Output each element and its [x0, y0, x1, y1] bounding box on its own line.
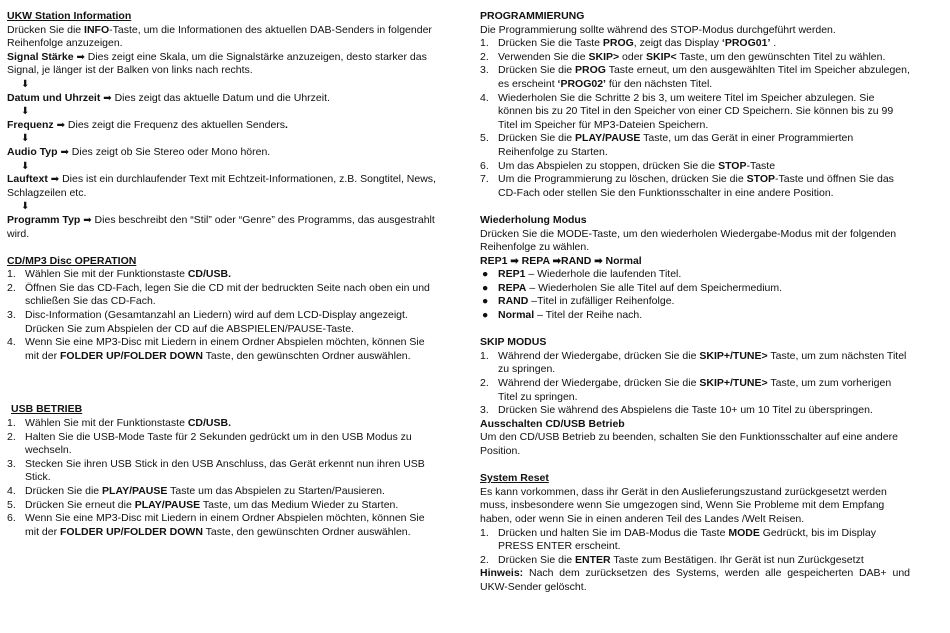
right-arrow-icon: ➡ — [552, 255, 561, 267]
list-item: 6. Um das Abspielen zu stoppen, drücken Sie die STOP-Taste — [480, 159, 776, 172]
repeat-title: Wiederholung Modus — [480, 213, 587, 226]
right-arrow-icon: ➡ — [510, 255, 519, 267]
bullet-icon: ● — [482, 295, 489, 308]
list-item: 6. Wenn Sie eine MP3-Disc mit Liedern in einem Ordner Abspielen möchten, können Sie mit der FOLDER UP/FOLDER DOWN Taste, den gewünschten Ordner auswählen. — [7, 512, 425, 538]
reset-title: System Reset — [480, 472, 549, 485]
list-item: 2. Verwenden Sie die SKIP> oder SKIP< Taste, um den gewünschten Titel zu wählen. — [480, 50, 886, 63]
list-item: 1. Drücken und halten Sie im DAB-Modus die Taste MODE Gedrückt, bis im Display PRESS ENTER erscheint. — [480, 526, 876, 553]
reset-steps — [480, 527, 910, 568]
off-title: Ausschalten CD/USB Betrieb — [480, 417, 625, 430]
down-arrow-icon: ⬇ — [21, 133, 30, 145]
list-item: ● REP1 – Wiederhole die laufenden Titel. — [482, 268, 682, 281]
list-item: 4. Drücken Sie die PLAY/PAUSE Taste um das Abspielen zu Starten/Pausieren. — [7, 485, 385, 497]
list-item: 5. Drücken Sie die PLAY/PAUSE Taste, um das Gerät in einer Programmierten Reihenfolge zu Starten. — [480, 132, 854, 158]
ukw-item-frequenz: Frequenz ➡ Dies zeigt die Frequenz des aktuellen Senders. — [7, 118, 288, 131]
prog-title: PROGRAMMIERUNG — [480, 10, 585, 22]
usb-title: USB BETRIEB — [11, 403, 83, 416]
bullet-icon: ● — [482, 309, 489, 322]
down-arrow-icon: ⬇ — [21, 160, 30, 172]
ukw-title: UKW Station Information — [7, 10, 132, 22]
down-arrow-icon: ⬇ — [21, 106, 30, 118]
right-arrow-icon: ➡ — [50, 174, 60, 186]
list-item: 7. Um die Programmierung zu löschen, drücken Sie die STOP-Taste und öffnen Sie das CD-Fach oder stellen Sie den Funktionsschalter in eine andere Position. — [480, 173, 894, 199]
bullet-icon: ● — [482, 268, 489, 281]
list-item: 4. Wenn Sie eine MP3-Disc mit Liedern in einem Ordner Abspielen möchten, können Sie mit der FOLDER UP/FOLDER DOWN Taste, den gewünschten Ordner auswählen. — [7, 336, 425, 362]
ukw-item-datum: Datum und Uhrzeit ➡ Dies zeigt das aktuelle Datum und die Uhrzeit. — [7, 91, 330, 104]
list-item: 1. Drücken Sie die Taste PROG, zeigt das Display ‘PROG01’ . — [480, 37, 777, 50]
usb-steps — [7, 417, 437, 539]
list-item: 2. Halten Sie die USB-Mode Taste für 2 Sekunden gedrückt um in den USB Modus zu wechseln. — [7, 430, 412, 457]
list-item: 2. Während der Wiedergabe, drücken Sie die SKIP+/TUNE> Taste, um zum vorherigen Titel zu springen. — [480, 377, 892, 403]
list-item: 4. Wiederholen Sie die Schritte 2 bis 3, um weitere Titel im Speicher abzulegen. Sie können bis zu 20 Titel in den Speicher von einer CD Speichern. Sie können bis zu 99 Titel im Speicher für MP3-Dateien Speichern. — [480, 91, 894, 131]
down-arrow-icon: ⬇ — [21, 201, 30, 213]
list-item: 3. Stecken Sie ihren USB Stick in den USB Anschluss, das Gerät erkennt nun ihren USB Stick. — [7, 457, 425, 484]
repeat-bullets — [480, 268, 910, 322]
cd-steps — [7, 268, 437, 363]
ukw-item-signal: Signal Stärke ➡ Dies zeigt eine Skala, um die Signalstärke anzuzeigen, desto starker das Signal, je länger ist der Balken von links nach rechts. — [7, 50, 427, 77]
spacer — [7, 241, 437, 255]
ukw-item-audio: Audio Typ ➡ Dies zeigt ob Sie Stereo oder Mono hören. — [7, 145, 271, 158]
right-arrow-icon: ➡ — [60, 146, 69, 158]
list-item: ● REPA – Wiederholen Sie alle Titel auf dem Speichermedium. — [482, 281, 783, 294]
right-column — [480, 10, 910, 595]
reset-intro: Es kann vorkommen, dass ihr Gerät in den Auslieferungszustand zurückgesetzt werden muss, insbesondere wenn Sie umgezogen sind, Wenn Sie Probleme mit dem Empfang haben, oder wenn Sie in einen anderen Teil des Landes /Welt Reisen. — [480, 485, 887, 525]
off-text: Um den CD/USB Betrieb zu beenden, schalten Sie den Funktionsschalter auf eine andere Position. — [480, 431, 898, 457]
list-item: 1. Wählen Sie mit der Funktionstaste CD/USB. — [7, 417, 231, 430]
bullet-icon: ● — [482, 281, 489, 294]
prog-intro: Die Programmierung sollte während des STOP-Modus durchgeführt werden. — [480, 23, 836, 36]
list-item: 1. Wählen Sie mit der Funktionstaste CD/USB. — [7, 268, 231, 281]
list-item: 2. Öffnen Sie das CD-Fach, legen Sie die CD mit der bedruckten Seite nach oben ein und schließen Sie das CD-Fach. — [7, 281, 430, 308]
right-arrow-icon: ➡ — [83, 214, 92, 226]
right-arrow-icon: ➡ — [56, 119, 65, 131]
ukw-intro: Drücken Sie die INFO-Taste, um die Informationen des aktuellen DAB-Senders in folgender Reihenfolge anzuzeigen. — [7, 23, 432, 50]
spacer — [480, 323, 910, 337]
spacer — [480, 459, 910, 473]
ukw-item-lauftext: Lauftext ➡ Dies ist ein durchlaufender Text mit Echtzeit-Informationen, z.B. Songtitel, News, Schlagzeilen etc. — [7, 173, 436, 199]
right-arrow-icon: ➡ — [103, 92, 112, 104]
skip-title: SKIP MODUS — [480, 336, 547, 349]
list-item: 3. Drücken Sie während des Abspielens die Taste 10+ um 10 Titel zu überspringen. — [480, 404, 873, 417]
repeat-sequence: REP1 ➡ REPA ➡RAND ➡ Normal — [480, 254, 642, 267]
repeat-intro: Drücken Sie die MODE-Taste, um den wiederholen Wiedergabe-Modus mit der folgenden Reihenfolge zu wählen. — [480, 227, 897, 254]
cd-title: CD/MP3 Disc OPERATION — [7, 254, 137, 267]
prog-steps — [480, 37, 910, 200]
spacer — [7, 363, 437, 403]
list-item: 3. Drücken Sie die PROG Taste erneut, um den ausgewählten Titel im Speicher abzulegen, es erscheint ‘PROG02’ für den nächsten Titel. — [480, 64, 910, 90]
list-item: 5. Drücken Sie erneut die PLAY/PAUSE Taste, um das Medium Wieder zu Starten. — [7, 498, 399, 511]
list-item: 1. Während der Wiedergabe, drücken Sie die SKIP+/TUNE> Taste, um zum nächsten Titel zu springen. — [480, 349, 907, 376]
right-arrow-icon: ➡ — [76, 51, 85, 63]
list-item: 3. Disc-Information (Gesamtanzahl an Liedern) wird auf dem LCD-Display angezeigt. Drücken Sie zum Abspielen der CD auf die ABSPIELEN/PAUSE-Taste. — [7, 309, 408, 335]
right-arrow-icon: ➡ — [594, 255, 603, 267]
list-item: ● RAND –Titel in zufälliger Reihenfolge. — [482, 295, 675, 308]
spacer — [480, 200, 910, 214]
list-item: 2. Drücken Sie die ENTER Taste zum Bestätigen. Ihr Gerät ist nun Zurückgesetzt — [480, 553, 864, 566]
list-item: ● Normal – Titel der Reihe nach. — [482, 309, 643, 322]
ukw-item-programm: Programm Typ ➡ Dies beschreibt den “Stil” oder “Genre” des Programms, das ausgestrahlt wird. — [7, 213, 435, 240]
reset-hint: Hinweis: Nach dem zurücksetzen des Systems, werden alle gespeicherten DAB+ und UKW-Sender gelöscht. — [480, 567, 910, 593]
left-column — [7, 10, 437, 539]
skip-steps — [480, 350, 910, 418]
down-arrow-icon: ⬇ — [21, 78, 30, 90]
